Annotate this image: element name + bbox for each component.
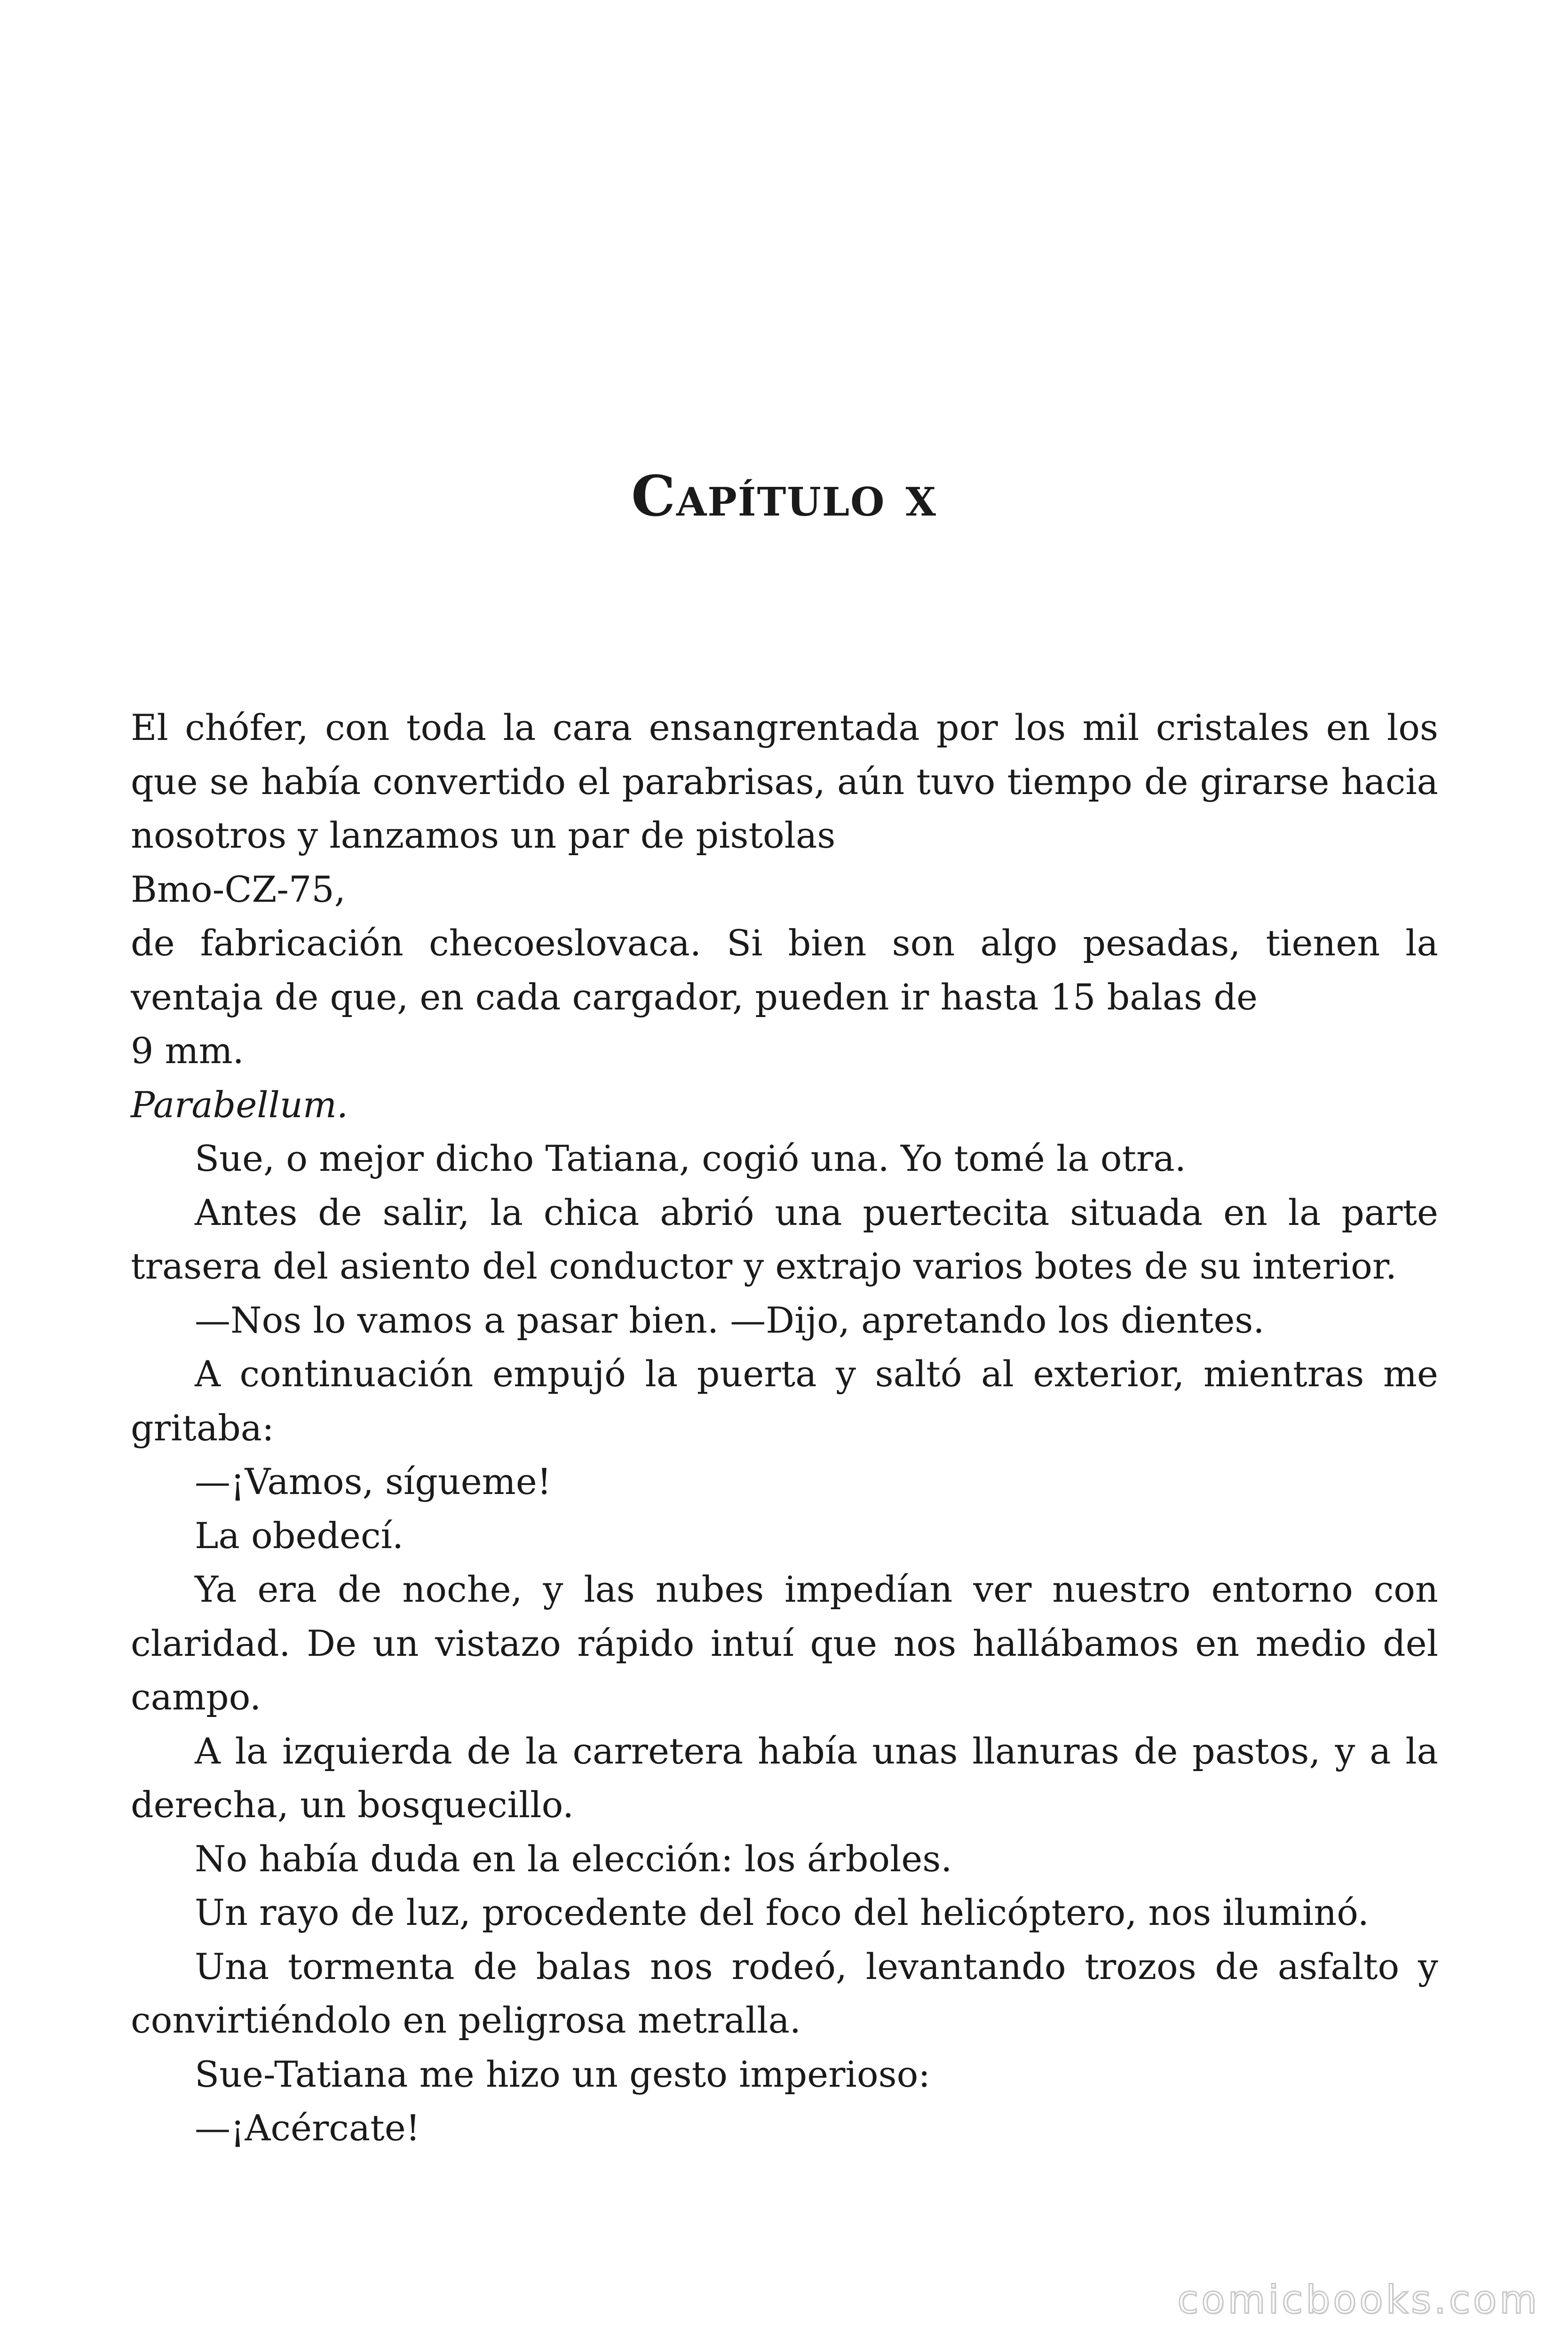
- paragraph: Bmo-CZ-75,: [131, 868, 346, 910]
- paragraph: 9 mm.: [131, 1030, 244, 1072]
- chapter-title: [0, 463, 1568, 529]
- paragraph: Ya era de noche, y las nubes impedían ver nuestro entorno con claridad. De un vistazo rápido intuí que nos hallábamos en medio del campo.: [131, 1568, 1438, 1718]
- paragraph: El chófer, con toda la cara ensangrentada por los mil cristales en los que se había convertido el parabrisas, aún tuvo tiempo de girarse hacia nosotros y lanzamos un par de pistolas: [131, 707, 1438, 856]
- paragraph: La obedecí.: [195, 1514, 404, 1557]
- paragraph: Un rayo de luz, procedente del foco del helicóptero, nos iluminó.: [195, 1891, 1369, 1933]
- dialogue-line: —¡Vamos, sígueme!: [195, 1461, 552, 1502]
- chapter-title-text: Capítulo x: [631, 463, 937, 529]
- paragraph: A la izquierda de la carretera había unas llanuras de pastos, y a la derecha, un bosquecillo.: [131, 1730, 1438, 1826]
- paragraph: Sue-Tatiana me hizo un gesto imperioso:: [195, 2053, 930, 2095]
- paragraph-italic: Parabellum.: [131, 1083, 348, 1126]
- site-watermark: comicbooks.com: [1177, 2278, 1540, 2322]
- paragraph: Sue, o mejor dicho Tatiana, cogió una. Yo tomé la otra.: [195, 1137, 1186, 1179]
- dialogue-line: —Nos lo vamos a pasar bien. —Dijo, apretando los dientes.: [195, 1299, 1265, 1341]
- paragraph: Antes de salir, la chica abrió una puertecita situada en la parte trasera del asiento del conductor y extrajo varios botes de su interior.: [131, 1191, 1438, 1287]
- chapter-body: [131, 701, 1438, 2155]
- paragraph: de fabricación checoeslovaca. Si bien son algo pesadas, tienen la ventaja de que, en cada cargador, pueden ir hasta 15 balas de: [131, 922, 1438, 1018]
- paragraph: No había duda en la elección: los árboles.: [195, 1837, 952, 1880]
- paragraph: A continuación empujó la puerta y saltó al exterior, mientras me gritaba:: [131, 1353, 1438, 1449]
- dialogue-line: —¡Acércate!: [195, 2107, 420, 2149]
- paragraph: Una tormenta de balas nos rodeó, levantando trozos de asfalto y convirtiéndolo en peligrosa metralla.: [131, 1945, 1438, 2041]
